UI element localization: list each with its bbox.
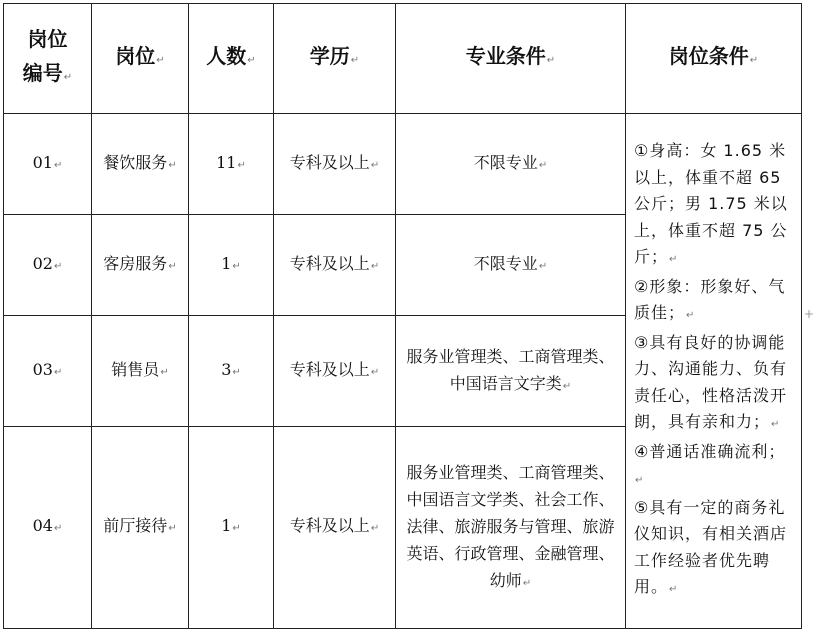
recruitment-table <box>3 3 802 629</box>
header-row <box>4 4 802 114</box>
condition-item: ①身高：女 1.65 米以上，体重不超 65 公斤；男 1.75 米以上，体重不超 75 公斤；↵ <box>634 141 788 267</box>
condition-item: ②形象：形象好、气质佳；↵ <box>634 276 786 323</box>
row-post: 客房服务↵ <box>92 215 189 316</box>
row-major: 服务业管理类、工商管理类、中国语言文学类、社会工作、法律、旅游服务与管理、旅游英语、行政管理、金融管理、幼师↵ <box>396 427 626 629</box>
row-education: 专科及以上↵ <box>274 316 396 427</box>
post-conditions-cell <box>626 114 802 629</box>
row-code: 04↵ <box>4 427 92 629</box>
row-major: 不限专业↵ <box>396 215 626 316</box>
condition-item: ⑤具有一定的商务礼仪知识，有相关酒店工作经验者优先聘用。↵ <box>634 497 788 597</box>
row-count: 3↵ <box>189 316 274 427</box>
row-post: 餐饮服务↵ <box>92 114 189 215</box>
table-row <box>4 114 802 215</box>
row-post: 前厅接待↵ <box>92 427 189 629</box>
header-education: 学历↵ <box>274 4 396 114</box>
row-count: 11↵ <box>189 114 274 215</box>
header-condition: 岗位条件↵ <box>626 4 802 114</box>
row-post: 销售员↵ <box>92 316 189 427</box>
row-major: 不限专业↵ <box>396 114 626 215</box>
condition-item: ④普通话准确流利；↵ <box>634 441 786 487</box>
row-code: 03↵ <box>4 316 92 427</box>
row-education: 专科及以上↵ <box>274 215 396 316</box>
row-count: 1↵ <box>189 215 274 316</box>
header-major: 专业条件↵ <box>396 4 626 114</box>
header-post: 岗位↵ <box>92 4 189 114</box>
row-education: 专科及以上↵ <box>274 114 396 215</box>
row-major: 服务业管理类、工商管理类、中国语言文字类↵ <box>396 316 626 427</box>
condition-item: ③具有良好的协调能力、沟通能力、负有责任心，性格活泼开朗，具有亲和力；↵ <box>634 332 788 432</box>
header-code: 岗位 编号↵ <box>4 4 92 114</box>
row-code: 01↵ <box>4 114 92 215</box>
table-resize-handle-icon[interactable]: + <box>804 307 814 321</box>
row-count: 1↵ <box>189 427 274 629</box>
row-education: 专科及以上↵ <box>274 427 396 629</box>
row-code: 02↵ <box>4 215 92 316</box>
header-count: 人数↵ <box>189 4 274 114</box>
